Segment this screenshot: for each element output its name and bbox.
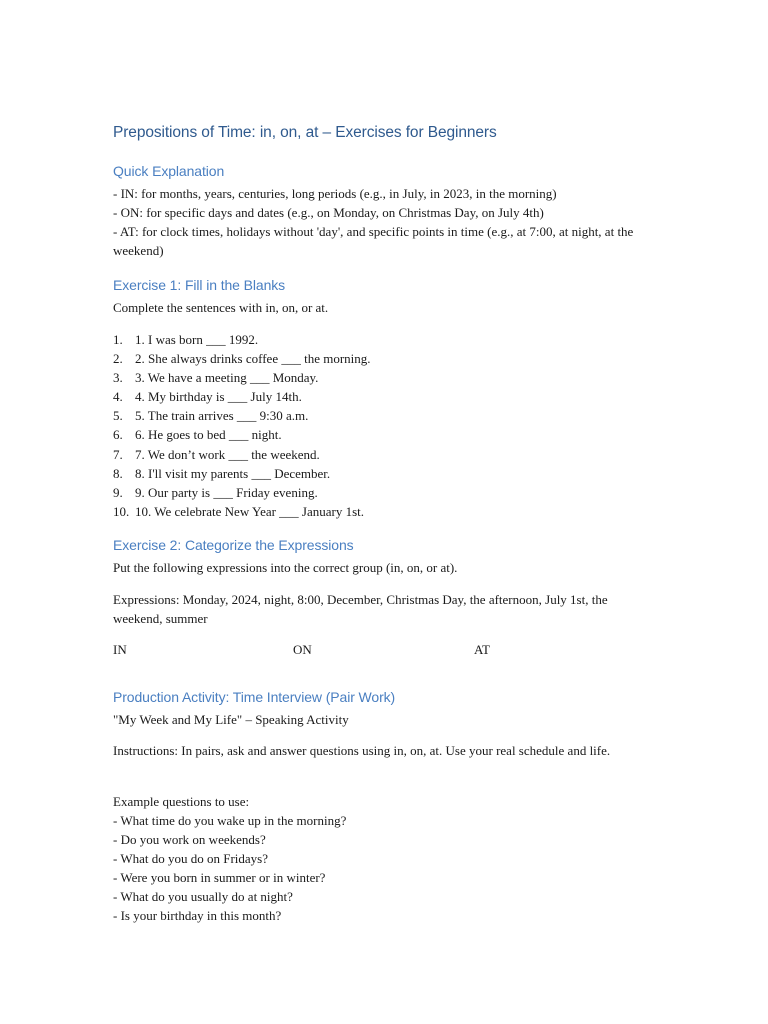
list-item-text: 1. I was born ___ 1992. bbox=[135, 332, 259, 347]
question-item: - Were you born in summer or in winter? bbox=[113, 870, 326, 885]
list-item bbox=[113, 368, 371, 387]
list-item bbox=[113, 502, 371, 521]
document-title: Prepositions of Time: in, on, at – Exercises for Beginners bbox=[113, 124, 497, 141]
list-item-number: 9. bbox=[113, 484, 123, 500]
question-item: - Do you work on weekends? bbox=[113, 832, 266, 847]
list-item-text: 7. We don’t work ___ the weekend. bbox=[135, 446, 320, 462]
list-item-text: 10. We celebrate New Year ___ January 1st. bbox=[135, 503, 365, 519]
list-item bbox=[113, 330, 371, 349]
list-item-number: 5. bbox=[113, 408, 123, 424]
explanation-line-at: - AT: for clock times, holidays without 'day', and specific points in time (e.g., at 7:00, at night, at the weekend) bbox=[113, 224, 634, 258]
list-item bbox=[113, 387, 371, 406]
list-item-number: 6. bbox=[113, 427, 123, 443]
question-item: - Is your birthday in this month? bbox=[113, 908, 282, 923]
exercise2-instruction: Put the following expressions into the correct group (in, on, or at). bbox=[113, 560, 458, 575]
list-item-number: 2. bbox=[113, 351, 123, 367]
list-item-text: 2. She always drinks coffee ___ the morning. bbox=[135, 351, 371, 367]
list-item-number: 8. bbox=[113, 465, 123, 481]
quick-explanation-heading: Quick Explanation bbox=[113, 163, 225, 179]
question-item: - What do you usually do at night? bbox=[113, 889, 293, 904]
explanation-line-on: - ON: for specific days and dates (e.g., on Monday, on Christmas Day, on July 4th) bbox=[113, 205, 544, 220]
production-heading: Production Activity: Time Interview (Pair Work) bbox=[113, 689, 396, 705]
list-item-number: 7. bbox=[113, 446, 123, 462]
list-item-text: 3. We have a meeting ___ Monday. bbox=[135, 370, 319, 386]
exercise1-heading: Exercise 1: Fill in the Blanks bbox=[113, 277, 286, 293]
list-item-text: 9. Our party is ___ Friday evening. bbox=[135, 484, 318, 500]
list-item-text: 8. I'll visit my parents ___ December. bbox=[135, 465, 331, 481]
list-item-text: 6. He goes to bed ___ night. bbox=[135, 427, 282, 443]
list-item bbox=[113, 464, 371, 483]
explanation-line-in: - IN: for months, years, centuries, long periods (e.g., in July, in 2023, in the morning) bbox=[113, 186, 557, 201]
exercise1-list bbox=[113, 330, 371, 521]
list-item-number: 1. bbox=[113, 332, 123, 347]
production-subtitle: "My Week and My Life" – Speaking Activity bbox=[113, 712, 349, 727]
list-item-text: 5. The train arrives ___ 9:30 a.m. bbox=[135, 408, 309, 424]
question-item: - What do you do on Fridays? bbox=[113, 851, 269, 866]
list-item bbox=[113, 445, 371, 464]
exercise1-instruction: Complete the sentences with in, on, or at. bbox=[113, 300, 329, 315]
list-item-number: 3. bbox=[113, 370, 123, 386]
list-item-number: 4. bbox=[113, 389, 123, 405]
exercise2-heading: Exercise 2: Categorize the Expressions bbox=[113, 537, 354, 553]
list-item-number: 10. bbox=[113, 503, 130, 519]
production-instructions: Instructions: In pairs, ask and answer questions using in, on, at. Use your real schedule and life. bbox=[113, 743, 611, 758]
list-item-text: 4. My birthday is ___ July 14th. bbox=[135, 389, 302, 405]
list-item bbox=[113, 406, 371, 425]
question-item: - What time do you wake up in the morning? bbox=[113, 813, 347, 828]
column-at: AT bbox=[474, 642, 490, 657]
exercise2-expressions: Expressions: Monday, 2024, night, 8:00, December, Christmas Day, the afternoon, July 1st, the weekend, summer bbox=[113, 592, 608, 626]
column-on: ON bbox=[293, 642, 312, 657]
list-item bbox=[113, 483, 371, 502]
list-item bbox=[113, 425, 371, 444]
list-item bbox=[113, 349, 371, 368]
example-questions-label: Example questions to use: bbox=[113, 794, 250, 809]
column-in: IN bbox=[113, 642, 127, 657]
